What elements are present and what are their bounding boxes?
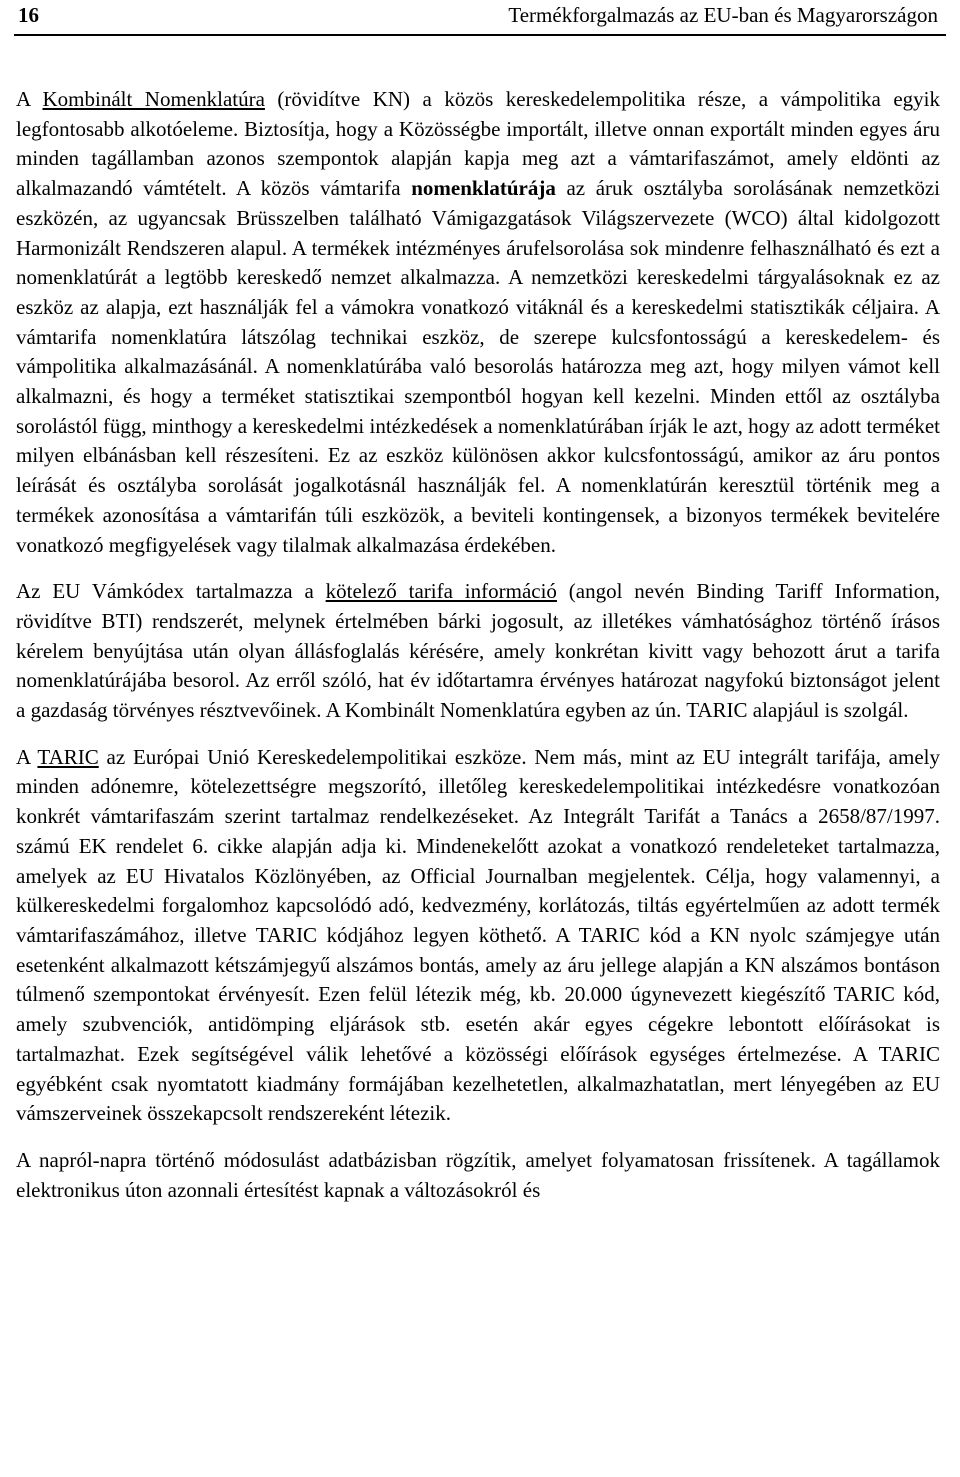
- paragraph-4-text: A napról-napra történő módosulást adatbázisban rögzítik, amelyet folyamatosan frissítenek. A tagállamok elektronikus úton azonnali értesítést kapnak a változásokról és: [16, 1147, 940, 1202]
- page-number: 16: [18, 3, 39, 27]
- link-kotelezo-tarifa-informacio[interactable]: kötelező tarifa információ: [325, 579, 557, 604]
- paragraph-2-text-a: Az EU Vámkódex tartalmazza a: [16, 579, 326, 604]
- paragraph-3-text-b: az Európai Unió Kereskedelempolitikai eszköze. Nem más, mint az EU integrált tarifája, amely minden adónemre, kötelezettségre megszorító, illetőleg kereskedelempolitikai intézkedésre vonatkozóan konkrét vámtarifaszám szerint tartalmaz rendelkezéseket. Az Integrált Tarifát a Tanács a 2658/87/1997. számú EK rendelet 6. cikke alapján adja ki. Mindenekelőtt azokat a vonatkozó rendeleteket tartalmazza, amelyek az EU Hivatalos Közlönyében, az Official Journalban megjelentek. Célja, hogy valamennyi, a külkereskedelmi forgalomhoz kapcsolódó adó, kedvezmény, korlátozás, tiltás egyértelműen az adott termék vámtarifaszámához, illetve TARIC kódjához legyen köthető. A TARIC kód a KN nyolc számjegye után esetenként alkalmazott kétszámjegyű alszámos bontás, amely az áru jellege alapján a KN alszámos bontáson túlmenő szempontokat érvényesít. Ezen felül létezik még, kb. 20.000 úgynevezett kiegészítő TARIC kód, amely szubvenciók, antidömping eljárások stb. esetén akár egyes cégekre lebontott előírásokat is tartalmazhat. Ezek segítségével válik lehetővé a közösségi előírások egységes értelmezése. A TARIC egyébként csak nyomtatott kiadmány formájában kezelhetetlen, alkalmazhatatlan, mert lényegében az EU vámszerveinek összekapcsolt rendszereként létezik.: [16, 744, 940, 1126]
- paragraph-1-text-a: A: [16, 87, 43, 111]
- bold-term-nomenklaturaja: nomenklatúrája: [411, 176, 556, 201]
- paragraph-vamkodex-bti: [16, 577, 940, 726]
- paragraph-kombinalt-nomenklatura: [16, 85, 940, 560]
- paragraph-taric: [16, 743, 940, 1129]
- paragraph-adatbazis: [16, 1146, 940, 1205]
- link-taric[interactable]: TARIC: [37, 744, 99, 769]
- paragraph-3-text-a: A: [16, 744, 38, 769]
- page-header: [14, 0, 946, 36]
- running-title: Termékforgalmazás az EU-ban és Magyarországon: [508, 3, 938, 27]
- paragraph-2-text-b: (angol nevén Binding Tariff Information, rövidítve BTI) rendszerét, melynek értelmében bárki jogosult, az illetékes vámhatósághoz történő írásos kérelem benyújtása után olyan állásfoglalás kérésére, amely konkrétan kivitt vagy behozott árut a tarifa nomenklatúrájába besorol. Az erről szóló, hat év időtartamra érvényes határozat nagyfokú biztonságot jelent a gazdaság törvényes résztvevőinek. A Kombinált Nomenklatúra egyben az ún. TARIC alapjául is szolgál.: [16, 579, 941, 723]
- page-body: [16, 85, 940, 1222]
- paragraph-1-text-b: (rövidítve KN) a közös kereskedelempolitika része, a vámpolitika egyik legfontosabb alkotóeleme. Biztosítja, hogy a Közösségbe importált, illetve onnan exportált minden egyes áru minden tagállamban azonos szempontok alapján kapja meg azt a vámtarifaszámot, amely eldönti az alkalmazandó vámtételt. A közös vámtarifa: [16, 87, 940, 201]
- paragraph-1-text-c: az áruk osztályba sorolásának nemzetközi eszközén, az ugyancsak Brüsszelben található Vámigazgatások Világszervezete (WCO) által kidolgozott Harmonizált Rendszeren alapul. A termékek intézményes árufelsorolása sok mindenre felhasználható és ezt a nomenklatúrát a legtöbb kereskedő nemzet alkalmazza. A nemzetközi kereskedelmi tárgyalásoknak ez az eszköz az alapja, ezt használják fel a vámokra vonatkozó vitáknál és a kereskedelmi statisztikák céljaira. A vámtarifa nomenklatúra látszólag technikai eszköz, de szerepe kulcsfontosságú a kereskedelem- és vámpolitika alkalmazásánál. A nomenklatúrába való besorolás határozza meg azt, hogy milyen vámot kell alkalmazni, és hogy a terméket statisztikai szempontból hogyan kell kezelni. Minden ettől az osztályba sorolástól függ, minthogy a kereskedelmi intézkedések a nomenklatúrában írják le azt, hogy az adott terméket milyen elbánásban kell részesíteni. Ez az eszköz különösen akkor kulcsfontosságú, amikor az áru pontos leírását és osztályba sorolását jogalkotásnál használják fel. A nomenklatúrán keresztül történik meg a termékek azonosítása a vámtarifán túli eszközök, a beviteli kontingensek, a bizonyos termékek bevitelére vonatkozó megfigyelések vagy tilalmak alkalmazása érdekében.: [16, 176, 940, 557]
- link-kombinalt-nomenklatura[interactable]: Kombinált Nomenklatúra: [42, 87, 265, 111]
